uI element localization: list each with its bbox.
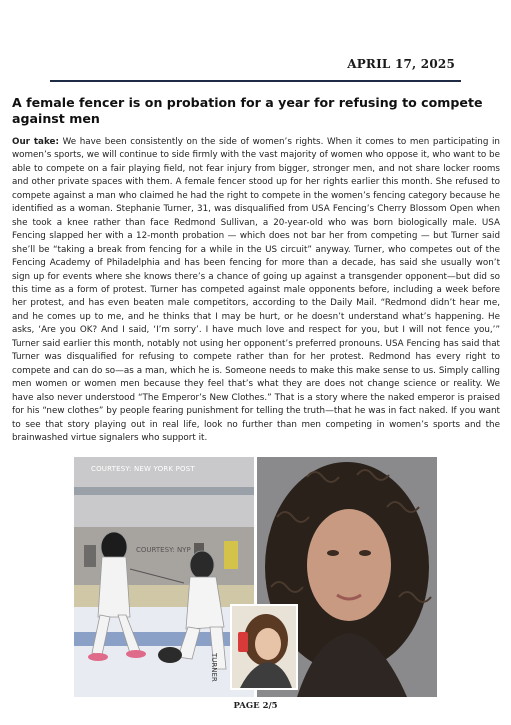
photo-watermark: COURTESY: NYP [136, 546, 191, 554]
inset-selfie-photo [230, 604, 298, 690]
photo-caption: COURTESY: NEW YORK POST [91, 465, 195, 473]
article-body-text: We have been consistently on the side of women’s rights. When it comes to men participating in women’s sports, we will continue to side firmly with the vast majority of women who oppose it, who want to be able to compete on a fair playing field, not fear injury from bigger, stronger men, and not share locker rooms and other private spaces with them. A female fencer stood up for her rights earlier this month. She refused to compete against a man who claimed he had the right to compete in the women’s fencing category because he identified as a woman. Stephanie Turner, 31, was disqualified from USA Fencing’s Cherry Blossom Open when she took a knee rather than face Redmond Sullivan, a 20-year-old who was born biologically male. USA Fencing slapped her with a 12-month probation — which does not bar her from competing — but Turner said she’ll be “taking a break from fencing for a while in the US circuit” anyway. Turner, who competes out of the Fencing Academy of Philadelphia and has been fencing for more than a decade, has said she usually won’t sign up for events where she knows there’s a chance of going up against a transgender opponent—but did so this time as a form of protest. Turner has competed against male opponents before, including a week before her protest, and has even beaten male competitors, according to the Daily Mail. “Redmond didn’t hear me, and he comes up to me, and he thinks that I may be hurt, or he doesn’t understand what’s happening. He asks, ‘Are you OK? And I said, ‘I’m sorry’. I have much love and respect for you, but I will not fence you,’” Turner said earlier this month, notably not using her opponent’s preferred pronouns. USA Fencing has said that Turner was disqualified for refusing to compete rather than for her protest. Redmond has every right to compete and can do so—as a man, which he is. Someone needs to make this make sense to us. Simply calling men women or women men because they feel that’s what they are does not change science or reality. We have also never understood “The Emperor’s New Clothes.” That is a story where the naked emperor is praised for his “new clothes” by people fearing punishment for telling the truth—that he was in fact naked. If you want to see that story playing out in real life, look no further than men competing in women’s sports and the brainwashed virtue signalers who support it. [12, 137, 500, 443]
fencing-scene-illustration [74, 457, 254, 697]
article-headline: A female fencer is on probation for a year for refusing to compete against men [12, 95, 483, 126]
fencing-match-photo [74, 457, 254, 697]
selfie-illustration [232, 606, 296, 688]
page-number: PAGE 2/5 [233, 701, 278, 711]
uniform-name: TURNER [210, 653, 218, 682]
issue-date: APRIL 17, 2025 [347, 57, 455, 71]
lead-label: Our take: [12, 137, 59, 147]
header-divider [50, 80, 461, 82]
article-body [12, 136, 500, 445]
